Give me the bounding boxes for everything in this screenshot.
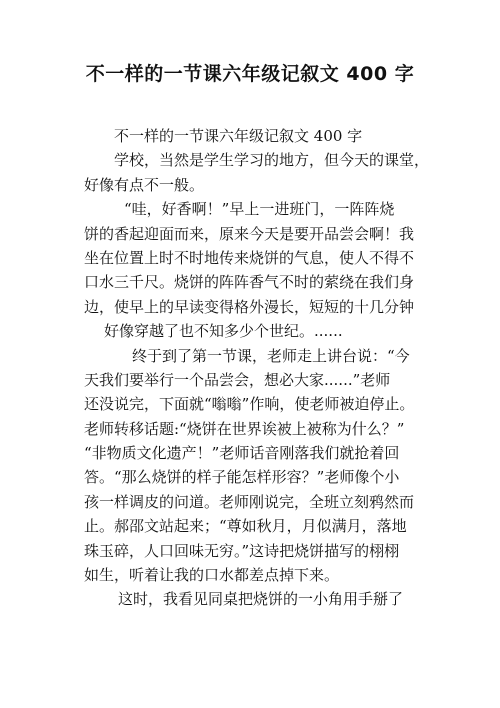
- document-body: [84, 124, 432, 612]
- paragraph-line: 还没说完，下面就“嗡嗡”作响，使老师被迫停止。: [84, 395, 415, 414]
- paragraph-line: 坐在位置上时不时地传来烧饼的气息，使人不得不: [84, 248, 415, 267]
- paragraph-line: 这时，我看见同桌把烧饼的一小角用手掰了: [118, 590, 404, 609]
- paragraph-line: 口水三千尺。烧饼的阵阵香气不时的萦绕在我们身: [84, 273, 415, 292]
- paragraph-line: “非物质文化遗产！”老师话音刚落我们就抢着回: [84, 444, 400, 463]
- paragraph-line: 天我们要举行一个品尝会，想必大家......”老师: [84, 370, 391, 389]
- paragraph-line: 止。郝邵文站起来；“尊如秋月，月似满月，落地: [84, 517, 407, 536]
- paragraph-line: “哇，好香啊！”早上一进班门，一阵阵烧: [124, 200, 395, 219]
- paragraph-line: 终于到了第一节课，老师走上讲台说：“今: [132, 346, 410, 365]
- paragraph-line: 饼的香起迎面而来，原来今天是要开品尝会啊！我: [84, 224, 415, 243]
- paragraph-line: 孩一样调皮的问道。老师刚说完，全班立刻鸦然而: [84, 492, 415, 511]
- paragraph-line: 好像穿越了也不知多少个世纪。......: [104, 322, 343, 341]
- paragraph-line: 如生，听着让我的口水都差点掉下来。: [84, 566, 340, 585]
- paragraph-line: 珠玉碎，人口回味无穷。”这诗把烧饼描写的栩栩: [84, 541, 400, 560]
- paragraph-line: 老师转移话题:“烧饼在世界诶被上被称为什么？”: [84, 419, 405, 438]
- paragraph-line: 不一样的一节课六年级记叙文 400 字: [114, 127, 363, 145]
- paragraph-line: 学校，当然是学生学习的地方，但今天的课堂，: [114, 151, 430, 170]
- paragraph-line: 边，使早上的早读变得格外漫长，短短的十几分钟: [84, 297, 415, 316]
- document-title: 不一样的一节课六年级记叙文 400 字: [85, 63, 415, 85]
- paragraph-line: 好像有点不一般。: [84, 175, 205, 194]
- paragraph-line: 答。“那么烧饼的样子能怎样形容？”老师像个小: [84, 468, 400, 487]
